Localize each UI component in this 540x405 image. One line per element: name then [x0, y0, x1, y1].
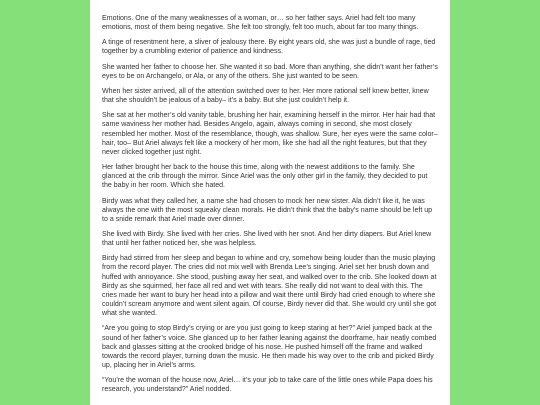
- text-run: Birdy had stirred from her sleep and began to whine and cry, somehow being louder than the music playing from the record player. The cries did not mix well with Brenda Lee’s singing. Ariel set her brush down and huffed with annoyance. She stood, pushing away her seat, and walked over to the crib. She looked down at Birdy as she squirmed, her face all red and wet with tears. She really did not want to deal with this. The cries made her want to bury her head into a pillow and wait there until Birdy had cried enough to where she couldn’t scream anymore and went silent again. Of course, Birdy never did that. She would cry until she got what she wanted.: [102, 255, 437, 318]
- text-run: or… so her father says. Ariel had felt too many emotions, most of them being negative. She felt too strongly, felt too much, about far too many things.: [102, 15, 419, 32]
- story-text: [102, 14, 438, 394]
- text-run: More than anything, she didn’t want her father’s eyes to be on Archangelo, or Ala, or any of the others. She just wanted to be seen.: [102, 63, 438, 80]
- document-page: [90, 0, 450, 405]
- text-run: Her father brought her back to the house this time, along with the newest additions to the family. She glanced at the crib through the mirror. Since Ariel was the only other girl in the family, they decided to put the baby in her room. Which she hated.: [102, 164, 428, 190]
- paragraph: [102, 38, 438, 56]
- text-run: A tinge of resentment here, a sliver of jealousy there. By eight years old, she was just a bundle of rage, tied together by a crumbling exterior of patience and kindness.: [102, 39, 436, 56]
- paragraph: [102, 14, 438, 32]
- italic-text: Emotions. One of the many weaknesses of a woman,: [102, 15, 271, 22]
- paragraph: [102, 197, 438, 224]
- paragraph: [102, 376, 438, 394]
- paragraph: [102, 63, 438, 81]
- italic-text: But she just couldn’t help it.: [263, 97, 349, 105]
- text-run: She sat at her mother’s old vanity table, brushing her hair, examining herself in the mirror. Her hair had that same waviness her mother had. Besides Angelo, again, always coming in second, she most closely resembled her mother. Most of the resemblance, though, was shallow. Sure, her eyes were the same color– hair, too– But Ariel always felt like a mockery of her mom, like she had all the right features, but that they never clicked together just right.: [102, 112, 438, 156]
- paragraph: [102, 230, 438, 248]
- text-run: She wanted her father to choose her. She wanted it: [102, 63, 265, 71]
- text-run: “Are you going to stop Birdy’s crying or are you just going to keep staring at her?” Ariel jumped back at the sound of her father’s voice. She glanced up to her father leaning against the doorframe, hair neatly combed back and glasses sitting at the crooked bridge of his nose. He pushed himself off the frame and walked towards the record player, turning down the music. He then made his way over to the crib and picked Birdy up, placing her in Ariel’s arms.: [102, 325, 437, 369]
- paragraph: [102, 163, 438, 190]
- paragraph: [102, 254, 438, 318]
- text-run: “You’re the woman of the house now, Ariel… it’s your job to take care of the little ones while Papa does his research, you understand?” Ariel nodded.: [102, 377, 433, 394]
- paragraph: [102, 324, 438, 370]
- italic-text: so bad.: [264, 63, 288, 71]
- text-run: When her sister arrived, all of the attention switched over to her. Her more rational self knew better, knew that she shouldn’t be jealous of a baby– it’s a baby.: [102, 87, 429, 105]
- text-run: Birdy was what they called her, a name she had chosen to mock her new sister. Ala didn’t like it, he was always the one with the most squeaky clean morals. He didn’t think that the baby’s name should be left up to a snide remark that Ariel made over dinner.: [102, 197, 433, 223]
- paragraph: [102, 87, 438, 105]
- text-run: She lived with Birdy. She lived with her cries. She lived with her snot. And her dirty diapers. But Ariel knew that until her father noticed her, she was helpless.: [102, 230, 432, 248]
- paragraph: [102, 111, 438, 157]
